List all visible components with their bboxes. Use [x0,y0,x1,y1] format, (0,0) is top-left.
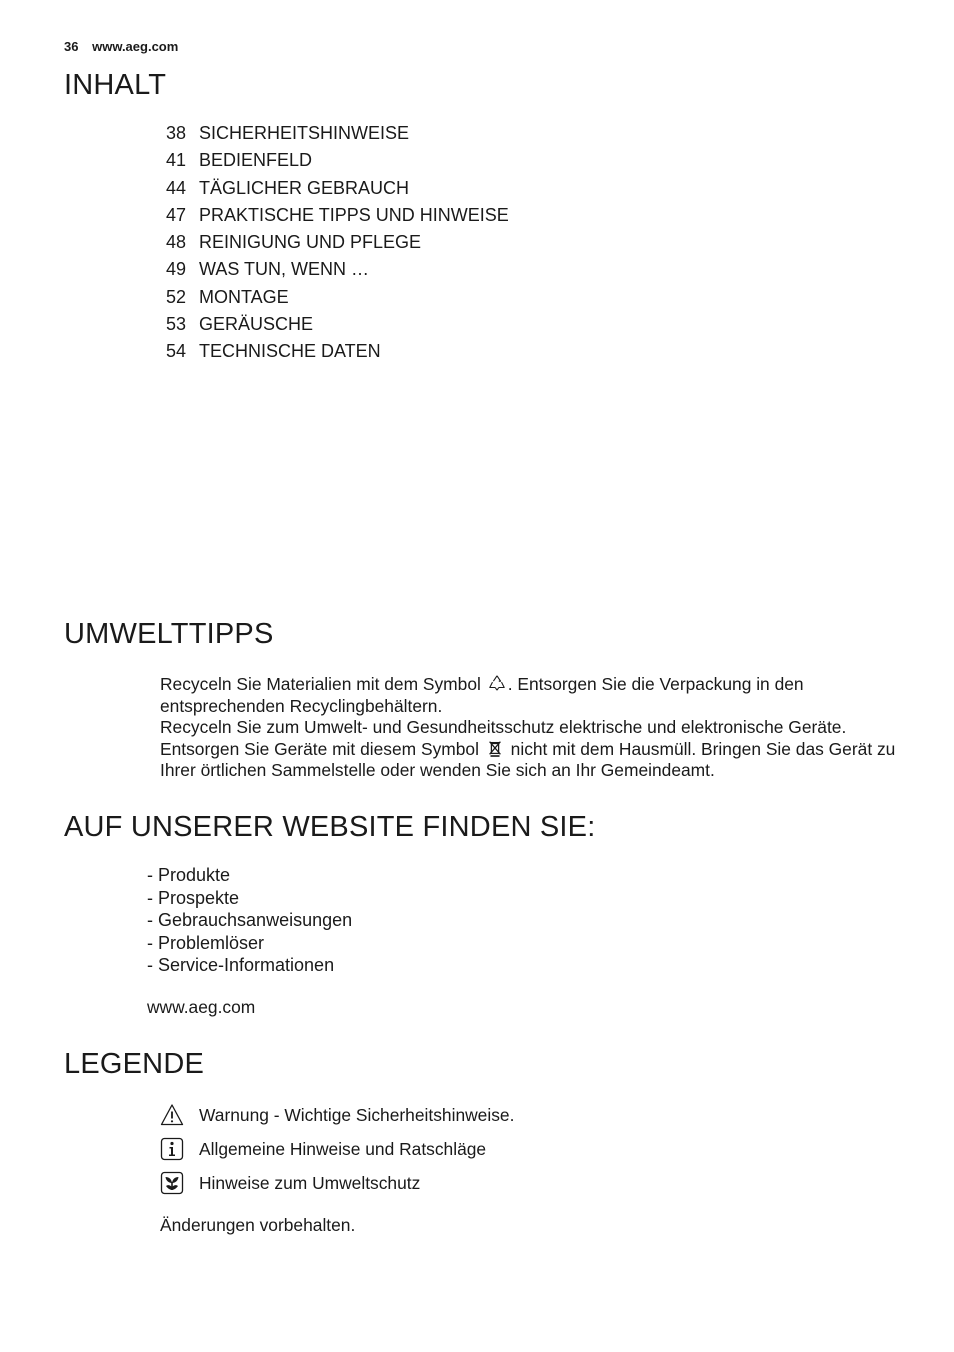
website-list-item: - Gebrauchsanweisungen [147,910,353,930]
warning-icon [160,1103,184,1127]
toc-page-number: 52 [166,286,187,307]
toc-entry [166,121,666,148]
toc-entry [166,285,666,312]
info-icon [160,1137,184,1161]
page-number: 36 [64,39,79,54]
legend-text: Warnung - Wichtige Sicherheitshinweise. [199,1104,515,1125]
umwelttipps-p3-after: nicht mit dem Hausmüll. Bringen Sie das Gerät zu Ihrer örtlichen Sammelstelle oder wenden Sie sich an Ihr Gemeindeamt. [160,738,896,780]
crossed-bin-icon [486,739,504,757]
website-list-item: - Service-Informationen [147,955,335,975]
toc-entry [166,230,666,257]
toc-label: REINIGUNG UND PFLEGE [199,232,422,253]
changes-reserved-note: Änderungen vorbehalten. [160,1215,356,1235]
toc-page-number: 48 [166,232,187,253]
toc-label: TECHNISCHE DATEN [199,341,381,362]
toc-entry [166,176,666,203]
toc-label: TÄGLICHER GEBRAUCH [199,177,410,198]
toc-entry [166,203,666,230]
website-list-item: - Prospekte [147,887,240,908]
toc-label: PRAKTISCHE TIPPS UND HINWEISE [199,204,509,225]
toc-page-number: 53 [166,314,187,335]
toc-page-number: 49 [166,259,187,280]
website-list-item: - Problemlöser [147,932,265,953]
website-list [147,864,352,977]
toc-entry [166,339,666,366]
legend-item-environment [160,1170,420,1196]
toc-label: SICHERHEITSHINWEISE [199,123,410,143]
toc-label: BEDIENFELD [199,150,313,171]
legend-text: Allgemeine Hinweise und Ratschläge [199,1138,487,1159]
toc-page-number: 41 [166,150,187,171]
umwelttipps-paragraph-2: Recyceln Sie zum Umwelt- und Gesundheitsschutz elektrische und elektronische Geräte. [160,717,847,737]
umwelttipps-title: UMWELTTIPPS [64,618,274,650]
umwelttipps-p3-before: Entsorgen Sie Geräte mit diesem Symbol [160,738,479,759]
website-url-link[interactable]: www.aeg.com [147,997,256,1017]
umwelttipps-p1-before: Recyceln Sie Materialien mit dem Symbol [160,674,481,694]
website-list-item: - Produkte [147,865,231,885]
header-url: www.aeg.com [92,39,179,54]
toc-label: WAS TUN, WENN … [199,259,369,280]
toc-page-number: 44 [166,177,187,198]
toc-entry [166,257,666,284]
legend-item-warning [160,1102,514,1128]
legende-title: LEGENDE [64,1048,204,1080]
umwelttipps-paragraph-1 [160,674,900,717]
environment-icon [160,1171,184,1195]
toc-label: GERÄUSCHE [199,314,314,335]
recycle-icon [488,674,506,692]
legend-item-info [160,1136,486,1162]
umwelttipps-text [160,674,900,782]
toc-page-number: 38 [166,123,187,143]
inhalt-title: INHALT [64,69,167,101]
toc-entry [166,148,666,175]
toc-label: MONTAGE [199,286,289,307]
toc-entry [166,312,666,339]
toc-page-number: 47 [166,204,187,225]
legend-text: Hinweise zum Umweltschutz [199,1172,421,1193]
page-header [64,39,178,54]
umwelttipps-paragraph-3 [160,739,900,782]
website-title: AUF UNSERER WEBSITE FINDEN SIE: [64,811,596,843]
umwelttipps-p1-after: . Entsorgen Sie die Verpackung in den entsprechenden Recyclingbehältern. [160,674,804,716]
toc-page-number: 54 [166,341,187,362]
toc-list [166,121,666,367]
